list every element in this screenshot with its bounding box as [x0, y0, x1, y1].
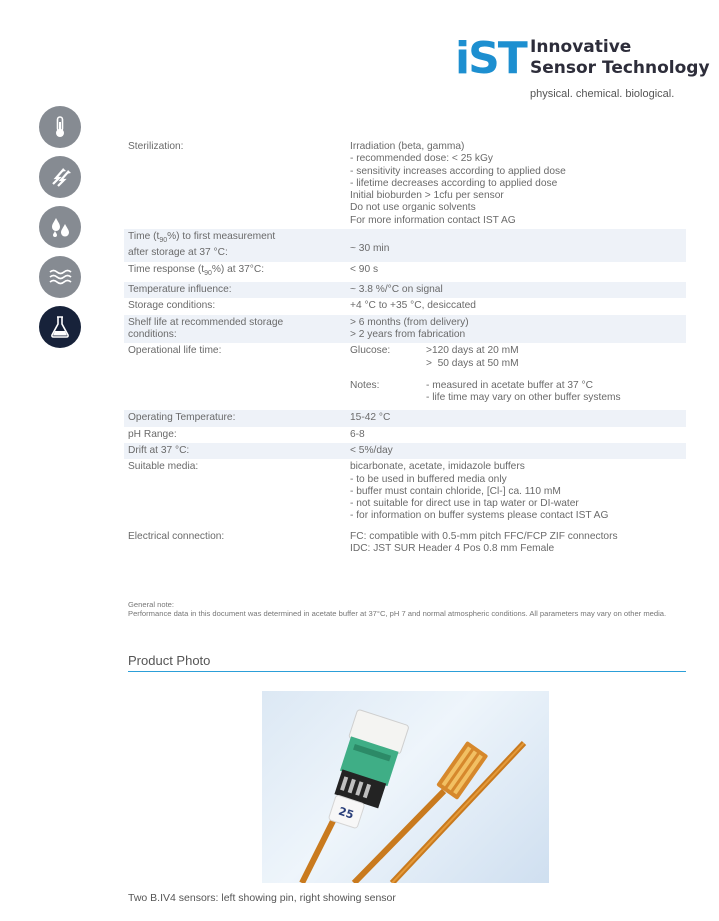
label-part: %) to first measurement	[167, 231, 276, 243]
spec-value: < 90 s	[350, 263, 379, 275]
sensor-illustration	[262, 691, 549, 883]
flask-icon[interactable]	[39, 306, 81, 348]
flow-arrows-icon[interactable]	[39, 156, 81, 198]
spec-value-line: - not suitable for direct use in tap water or DI-water	[350, 498, 579, 510]
spec-value-line: - buffer must contain chloride, [Cl-] ca. 110 mM	[350, 485, 561, 497]
spec-value	[350, 461, 686, 522]
general-note-title: General note:	[128, 600, 175, 609]
label-part: Time response (t	[128, 263, 205, 275]
spec-label: Electrical connection:	[128, 530, 225, 542]
general-note-text: Performance data in this document was determined in acetate buffer at 37°C, pH 7 and normal atmospheric conditions. All parameters may vary on other media.	[128, 609, 667, 619]
label-part: Time (t	[128, 231, 160, 243]
spec-value-line: - lifetime decreases according to applied dose	[350, 177, 558, 189]
spec-value	[350, 317, 686, 342]
waves-icon[interactable]	[39, 256, 81, 298]
photo-caption: Two B.IV4 sensors: left showing pin, right showing sensor	[128, 892, 396, 904]
spec-label: Suitable media:	[128, 461, 199, 473]
label-line: conditions:	[128, 328, 177, 340]
droplets-icon[interactable]	[39, 206, 81, 248]
spec-value-line: IDC: JST SUR Header 4 Pos 0.8 mm Female	[350, 543, 555, 555]
spec-value: +4 °C to +35 °C, desiccated	[350, 300, 476, 312]
spec-value-line: > 50 days at 50 mM	[426, 357, 519, 369]
spec-label	[128, 264, 350, 280]
spec-value-line: - for information on buffer systems please contact IST AG	[350, 510, 609, 522]
spec-label: Operating Temperature:	[128, 412, 236, 424]
spec-label: Storage conditions:	[128, 300, 216, 312]
general-note	[128, 600, 688, 619]
connector-label: 25	[336, 804, 356, 822]
spec-row-storage	[124, 298, 686, 314]
spec-table	[124, 139, 686, 557]
spec-value: 15-42 °C	[350, 412, 391, 424]
spec-value-line: Irradiation (beta, gamma)	[350, 141, 465, 152]
spec-value-line: >120 days at 20 mM	[426, 345, 519, 357]
spec-label: Drift at 37 °C:	[128, 445, 190, 456]
company-name	[530, 37, 710, 79]
spec-label	[128, 317, 350, 342]
spec-label: Operational life time:	[128, 345, 222, 357]
spec-row-suitable-media	[124, 459, 686, 528]
spec-label: pH Range:	[128, 428, 177, 440]
spec-label	[128, 231, 350, 260]
spec-row-electrical-connection	[124, 529, 686, 558]
spec-value-line: - measured in acetate buffer at 37 °C	[426, 379, 593, 391]
spec-value: < 5%/day	[350, 445, 393, 456]
label-subscript: 90	[159, 237, 168, 245]
product-photo-title: Product Photo	[128, 653, 686, 672]
spec-value: ~ 3.8 %/°C on signal	[350, 284, 443, 296]
spec-row-sterilization	[124, 139, 686, 229]
spec-value-line: > 2 years from fabrication	[350, 328, 466, 340]
spec-value	[350, 531, 686, 556]
spec-row-temperature-influence	[124, 282, 686, 298]
spec-value-line: > 6 months (from delivery)	[350, 316, 469, 328]
spec-value: 6-8	[350, 428, 365, 440]
notes-key: Notes:	[350, 379, 380, 391]
label-subscript: 90	[204, 269, 212, 277]
spec-row-time-first-measurement	[124, 229, 686, 262]
label-line2: after storage at 37 °C:	[128, 247, 228, 259]
spec-value	[350, 231, 686, 260]
spec-value-line: bicarbonate, acetate, imidazole buffers	[350, 461, 525, 473]
spec-row-operational-life	[124, 343, 686, 410]
spec-value-line: - sensitivity increases according to applied dose	[350, 165, 566, 177]
spec-value-line: - life time may vary on other buffer systems	[426, 392, 621, 404]
label-line: Shelf life at recommended storage	[128, 316, 284, 328]
spec-value-line: - to be used in buffered media only	[350, 473, 507, 485]
spec-value-line: For more information contact IST AG	[350, 214, 516, 226]
company-name-line1: Innovative	[530, 37, 632, 57]
spec-label: Temperature influence:	[128, 284, 232, 296]
spec-value-line: - recommended dose: < 25 kGy	[350, 153, 493, 165]
spec-row-shelf-life	[124, 315, 686, 344]
spec-row-time-response	[124, 262, 686, 282]
thermometer-icon[interactable]	[39, 106, 81, 148]
spec-value-line: Do not use organic solvents	[350, 202, 476, 214]
spec-value-line: ~ 30 min	[350, 243, 390, 255]
spec-row-operating-temperature	[124, 410, 686, 426]
logo-mark: iST	[455, 33, 526, 84]
company-tagline: physical. chemical. biological.	[530, 88, 675, 100]
spec-value-line: FC: compatible with 0.5-mm pitch FFC/FCP ZIF connectors	[350, 530, 618, 542]
spec-label: Sterilization:	[128, 141, 184, 152]
product-photo	[262, 691, 549, 883]
spec-row-ph-range	[124, 427, 686, 443]
spec-value-line: Initial bioburden > 1cfu per sensor	[350, 190, 504, 202]
glucose-key: Glucose:	[350, 345, 391, 357]
company-logo	[455, 33, 710, 104]
spec-row-drift	[124, 443, 686, 459]
company-name-line2: Sensor Technology	[530, 58, 710, 78]
spec-value	[350, 141, 686, 227]
label-part: %) at 37°C:	[211, 263, 265, 275]
spec-value	[350, 345, 686, 404]
